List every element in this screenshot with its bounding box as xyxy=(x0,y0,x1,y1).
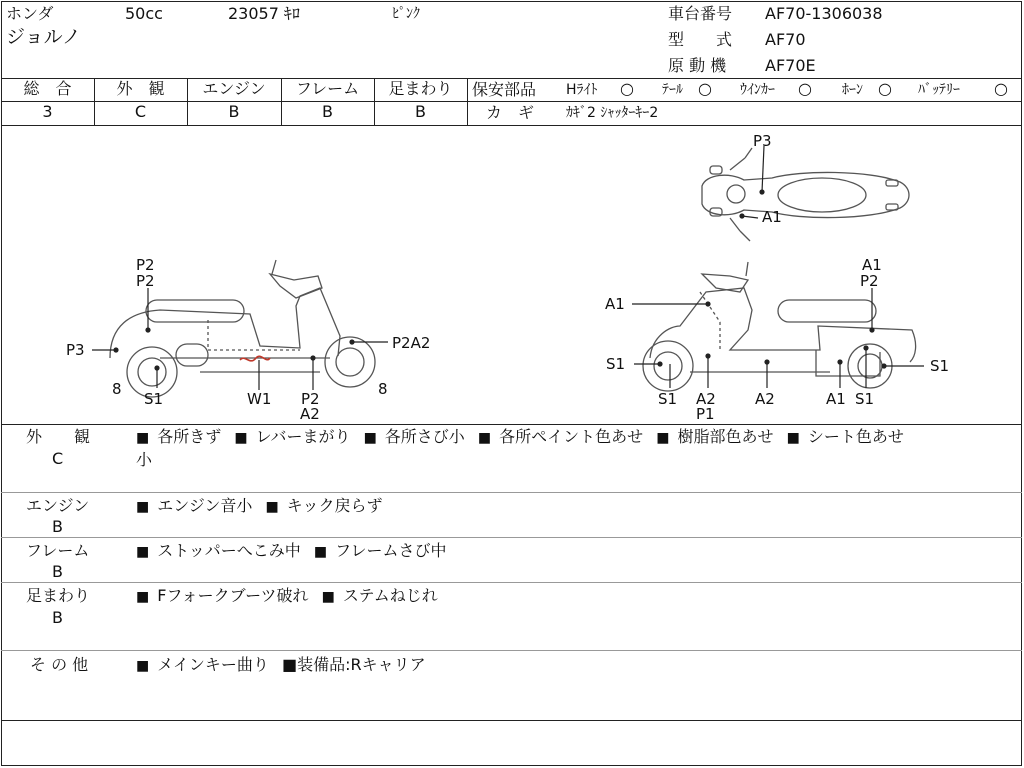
taillight-label: ﾃｰﾙ xyxy=(662,82,683,98)
remark-frame-label: フレーム xyxy=(26,541,90,560)
label-left-p2a2: P2A2 xyxy=(392,334,431,352)
divider xyxy=(1,537,1022,538)
remark-item: ■ Fフォークブーツ破れ xyxy=(136,586,309,605)
horn-label: ﾎｰﾝ xyxy=(842,82,863,98)
remark-item: ■ ステムねじれ xyxy=(322,586,438,605)
remark-exterior-cont: 小 xyxy=(136,450,153,469)
remark-equipment: ■装備品:Rキャリア xyxy=(282,655,426,674)
remark-item: ■ エンジン音小 xyxy=(136,496,252,515)
divider xyxy=(467,101,1022,102)
remark-item: ■ フレームさび中 xyxy=(314,541,447,560)
label-left-p2a: P2 xyxy=(136,256,155,274)
engine-model: AF70E xyxy=(765,56,816,75)
remark-exterior-list xyxy=(136,428,904,447)
divider xyxy=(1,720,1022,721)
remark-engine-grade: B xyxy=(52,517,63,536)
remark-other-label: そ の 他 xyxy=(30,655,89,674)
label-top-a1: A1 xyxy=(762,208,782,226)
remark-exterior-label: 外 観 xyxy=(26,427,91,446)
frame-label: フレーム xyxy=(295,79,360,98)
keys-value: ｶｷﾞ2 ｼｬｯﾀｰｷｰ2 xyxy=(566,105,659,121)
remark-frame-grade: B xyxy=(52,562,63,581)
diagram-labels xyxy=(66,132,949,423)
label-left-8b: 8 xyxy=(378,380,388,398)
maker: ホンダ xyxy=(6,4,54,23)
overall-label: 総 合 xyxy=(23,79,72,98)
label-right-s1d: S1 xyxy=(855,390,875,408)
overall-grade: 3 xyxy=(42,102,53,121)
remark-engine-list xyxy=(136,497,382,516)
remark-suspension-label: 足まわり xyxy=(26,586,91,605)
label-right-s1b: S1 xyxy=(658,390,678,408)
divider xyxy=(1,650,1022,651)
label-left-s1: S1 xyxy=(144,390,164,408)
label-left-8a: 8 xyxy=(112,380,122,398)
remark-item: ■ 各所きず xyxy=(136,427,221,446)
remark-item: ■ キック戻らず xyxy=(266,496,383,515)
remark-item: ■ メインキー曲り xyxy=(136,655,269,674)
taillight-ok: ○ xyxy=(698,79,712,98)
label-left-p2c: P2 xyxy=(301,390,320,408)
suspension-label: 足まわり xyxy=(388,79,453,98)
remark-item: ■ レバーまがり xyxy=(234,427,350,446)
winker-ok: ○ xyxy=(798,79,812,98)
safety-label: 保安部品 xyxy=(472,80,537,99)
displacement: 50cc xyxy=(125,4,163,23)
label-right-a2b: A2 xyxy=(755,390,775,408)
remark-item: ■ 各所さび小 xyxy=(364,427,465,446)
frame-no: AF70-1306038 xyxy=(765,4,883,23)
type-value: AF70 xyxy=(765,30,806,49)
exterior-label: 外 観 xyxy=(116,79,165,98)
remark-exterior-grade: C xyxy=(52,449,64,468)
label-top-p3: P3 xyxy=(753,132,772,150)
remark-item: ■ 樹脂部色あせ xyxy=(656,427,773,446)
label-right-a1c: A1 xyxy=(826,390,846,408)
model-name: ジョルノ xyxy=(6,26,81,48)
remark-other-list xyxy=(136,656,426,675)
label-left-p3: P3 xyxy=(66,341,85,359)
remark-engine-label: エンジン xyxy=(26,496,90,515)
label-right-a2a: A2 xyxy=(696,390,716,408)
divider xyxy=(1,582,1022,583)
color: ﾋﾟﾝｸ xyxy=(392,6,420,22)
engine-grade: B xyxy=(228,102,240,121)
frame-no-label: 車台番号 xyxy=(668,4,733,23)
headlight-ok: ○ xyxy=(620,79,634,98)
winker-label: ｳｲﾝｶｰ xyxy=(740,82,775,98)
frame-grade: B xyxy=(322,102,333,121)
top-view-scooter xyxy=(702,148,909,241)
scooter-diagram xyxy=(0,126,1022,424)
label-right-a1b: A1 xyxy=(862,256,882,274)
remark-suspension-grade: B xyxy=(52,608,63,627)
headlight-label: Hﾗｲﾄ xyxy=(566,82,598,98)
remark-frame-list xyxy=(136,542,446,561)
remark-item: ■ シート色あせ xyxy=(787,427,904,446)
label-left-p2b: P2 xyxy=(136,272,155,290)
divider xyxy=(1,424,1022,425)
label-left-a2: A2 xyxy=(300,405,320,423)
label-right-p2: P2 xyxy=(860,272,879,290)
suspension-grade: B xyxy=(415,102,426,121)
engine-label: エンジン xyxy=(202,79,266,98)
label-left-w1: W1 xyxy=(247,390,272,408)
battery-ok: ○ xyxy=(994,79,1008,98)
label-right-p1: P1 xyxy=(696,405,715,423)
keys-label: カ ギ xyxy=(486,103,535,122)
remark-suspension-list xyxy=(136,587,438,606)
label-right-a1a: A1 xyxy=(605,295,625,313)
divider xyxy=(1,492,1022,493)
remark-item: ■ ストッパーへこみ中 xyxy=(136,541,301,560)
horn-ok: ○ xyxy=(878,79,892,98)
type-label: 型 式 xyxy=(668,30,733,49)
damage-scratch-mark xyxy=(240,356,270,361)
engine-model-label: 原 動 機 xyxy=(668,56,727,75)
mileage: 23057 ｷﾛ xyxy=(228,4,300,23)
label-right-s1a: S1 xyxy=(606,355,626,373)
remark-item: ■ 各所ペイント色あせ xyxy=(478,427,643,446)
battery-label: ﾊﾞｯﾃﾘｰ xyxy=(918,82,960,98)
divider xyxy=(467,78,468,125)
label-right-s1c: S1 xyxy=(930,357,950,375)
exterior-grade: C xyxy=(134,102,147,121)
